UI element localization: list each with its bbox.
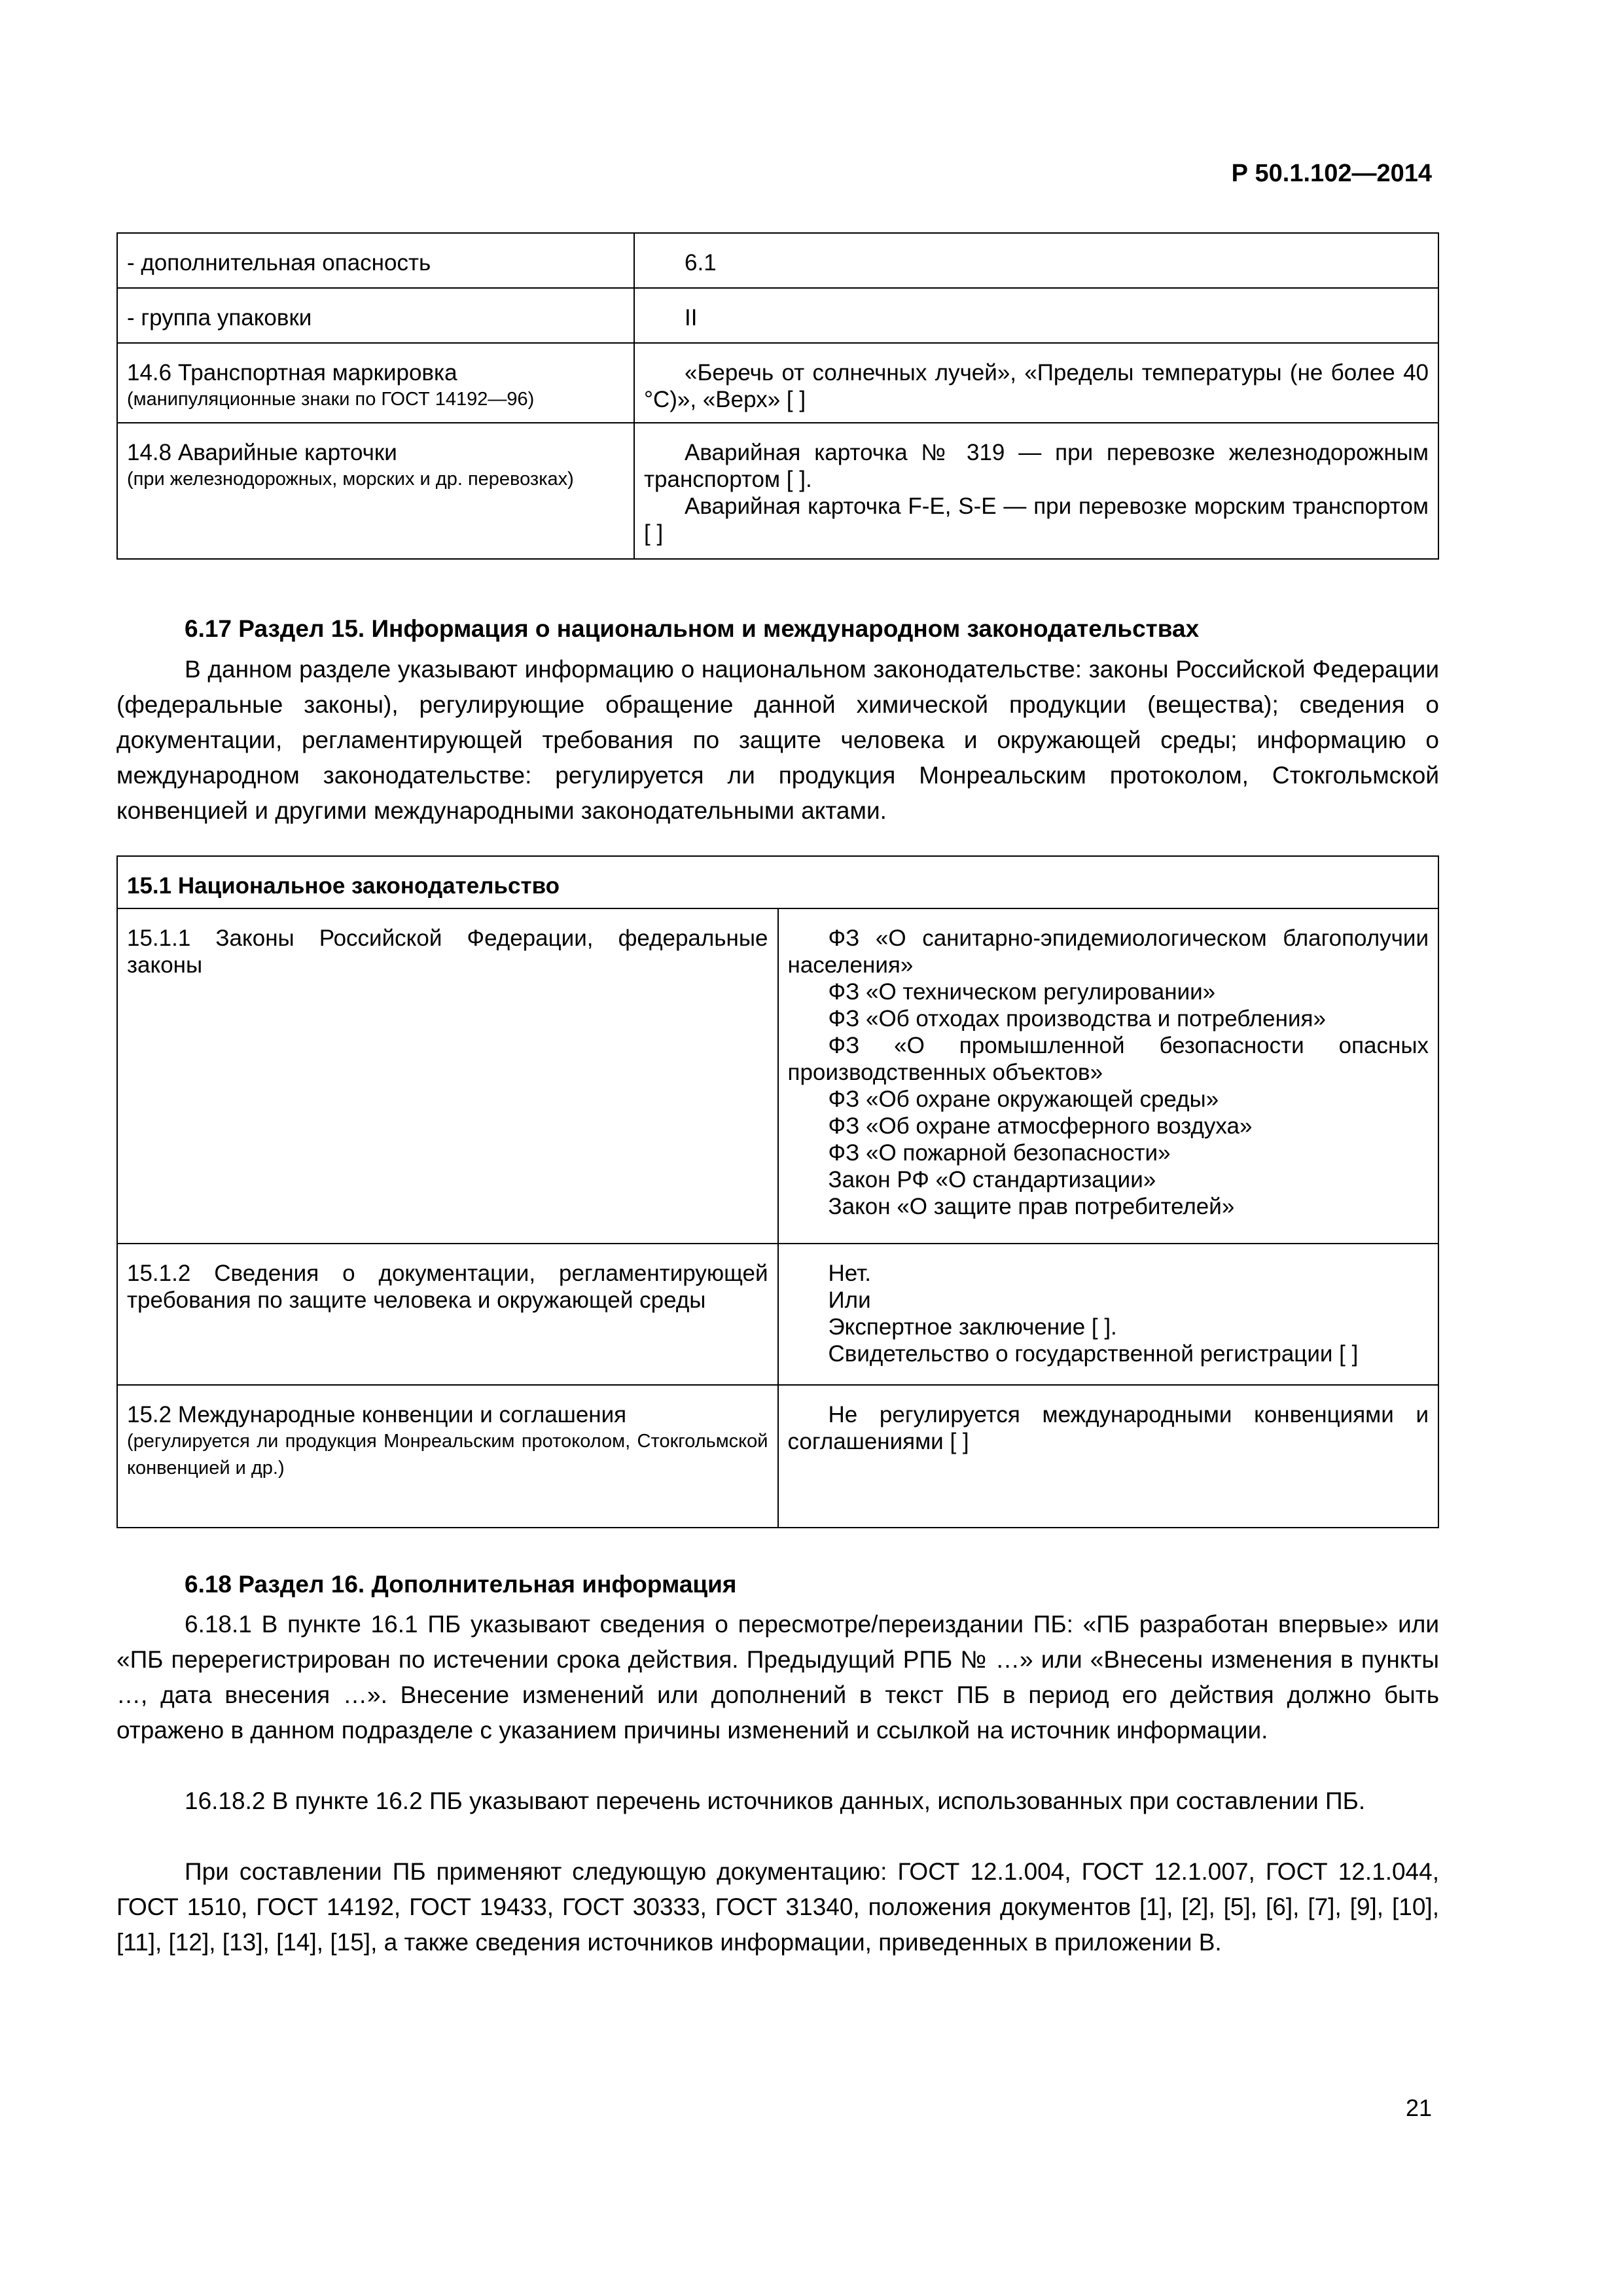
- table-row: [117, 1244, 1438, 1385]
- table-cell-right: Аварийная карточка № 319 — при перевозке железнодорожным транспортом [ ]. Аварийная карточка F-E, S-E — при перевозке морским транспортом [ ]: [634, 423, 1438, 559]
- table-cell-left: 14.6 Транспортная маркировка (манипуляционные знаки по ГОСТ 14192—96): [117, 343, 634, 423]
- table-cell-left: - группа упаковки: [117, 288, 634, 343]
- section-6-17-paragraph: В данном разделе указывают информацию о национальном законодательстве: законы Российской Федерации (федеральные законы), регулирующие обращение данной химической продукции (вещества); сведения о документации, регламентирующей требования по защите человека и окружающей среды; информацию о международном законодательстве: регулируется ли продукция Монреальским протоколом, Стокгольмской конвенцией и другими международными законодательными актами.: [116, 656, 1439, 824]
- table-header-cell: 15.1 Национальное законодательство: [117, 856, 1438, 908]
- table-cell-right: Нет. Или Экспертное заключение [ ]. Свидетельство о государственной регистрации [ ]: [778, 1244, 1439, 1385]
- transport-info-table: [116, 232, 1439, 560]
- table-cell-right: Не регулируется международными конвенциями и соглашениями [ ]: [778, 1385, 1439, 1528]
- table-row: [117, 908, 1438, 1244]
- table-cell-right: «Беречь от солнечных лучей», «Пределы температуры (не более 40 °С)», «Верх» [ ]: [634, 343, 1438, 423]
- table-cell-left: 15.1.2 Сведения о документации, регламентирующей требования по защите человека и окружающей среды: [117, 1244, 778, 1385]
- table-row: [117, 233, 1438, 288]
- section-6-18-paragraph-1: 6.18.1 В пункте 16.1 ПБ указывают сведения о пересмотре/переиздании ПБ: «ПБ разработан впервые» или «ПБ перерегистрирован по истечении срока действия. Предыдущий РПБ № …» или «Внесены изменения в пункты …, дата внесения …». Внесение изменений или дополнений в текст ПБ в период его действия должно быть отражено в данном подразделе с указанием причины изменений и ссылкой на источник информации.: [116, 1611, 1439, 1744]
- document-code: Р 50.1.102—2014: [1231, 160, 1432, 187]
- section-6-18-paragraph-2: 16.18.2 В пункте 16.2 ПБ указывают перечень источников данных, использованных при составлении ПБ.: [185, 1787, 1366, 1814]
- table-cell-left: - дополнительная опасность: [117, 233, 634, 288]
- table-row: [117, 423, 1438, 559]
- table-row: [117, 288, 1438, 343]
- legislation-table: [116, 855, 1439, 1528]
- table-cell-right: 6.1: [634, 233, 1438, 288]
- table-cell-left: 14.8 Аварийные карточки (при железнодорожных, морских и др. перевозках): [117, 423, 634, 559]
- page-number: 21: [1405, 2094, 1432, 2121]
- section-6-18-heading: 6.18 Раздел 16. Дополнительная информация: [185, 1571, 737, 1598]
- table-header-row: [117, 856, 1438, 908]
- table-row: [117, 1385, 1438, 1528]
- table-cell-left: 15.2 Международные конвенции и соглашения (регулируется ли продукция Монреальским протоколом, Стокгольмской конвенцией и др.): [117, 1385, 778, 1528]
- table-cell-right: II: [634, 288, 1438, 343]
- table-row: [117, 343, 1438, 423]
- table-cell-right: ФЗ «О санитарно-эпидемиологическом благополучии населения» ФЗ «О техническом регулировании» ФЗ «Об отходах производства и потребления» ФЗ «О промышленной безопасности опасных производственных объектов» ФЗ «Об охране окружающей среды» ФЗ «Об охране атмосферного воздуха» ФЗ «О пожарной безопасности» Закон РФ «О стандартизации» Закон «О защите прав потребителей»: [778, 908, 1439, 1244]
- section-6-17-heading: 6.17 Раздел 15. Информация о национальном и международном законодательствах: [185, 615, 1200, 642]
- table-cell-left: 15.1.1 Законы Российской Федерации, федеральные законы: [117, 908, 778, 1244]
- section-6-18-paragraph-3: При составлении ПБ применяют следующую документацию: ГОСТ 12.1.004, ГОСТ 12.1.007, ГОСТ 12.1.044, ГОСТ 1510, ГОСТ 14192, ГОСТ 19433, ГОСТ 30333, ГОСТ 31340, положения документов [1], [2], [5], [6], [7], [9], [10], [11], [12], [13], [14], [15], а также сведения источников информации, приведенных в приложении В.: [116, 1858, 1439, 1956]
